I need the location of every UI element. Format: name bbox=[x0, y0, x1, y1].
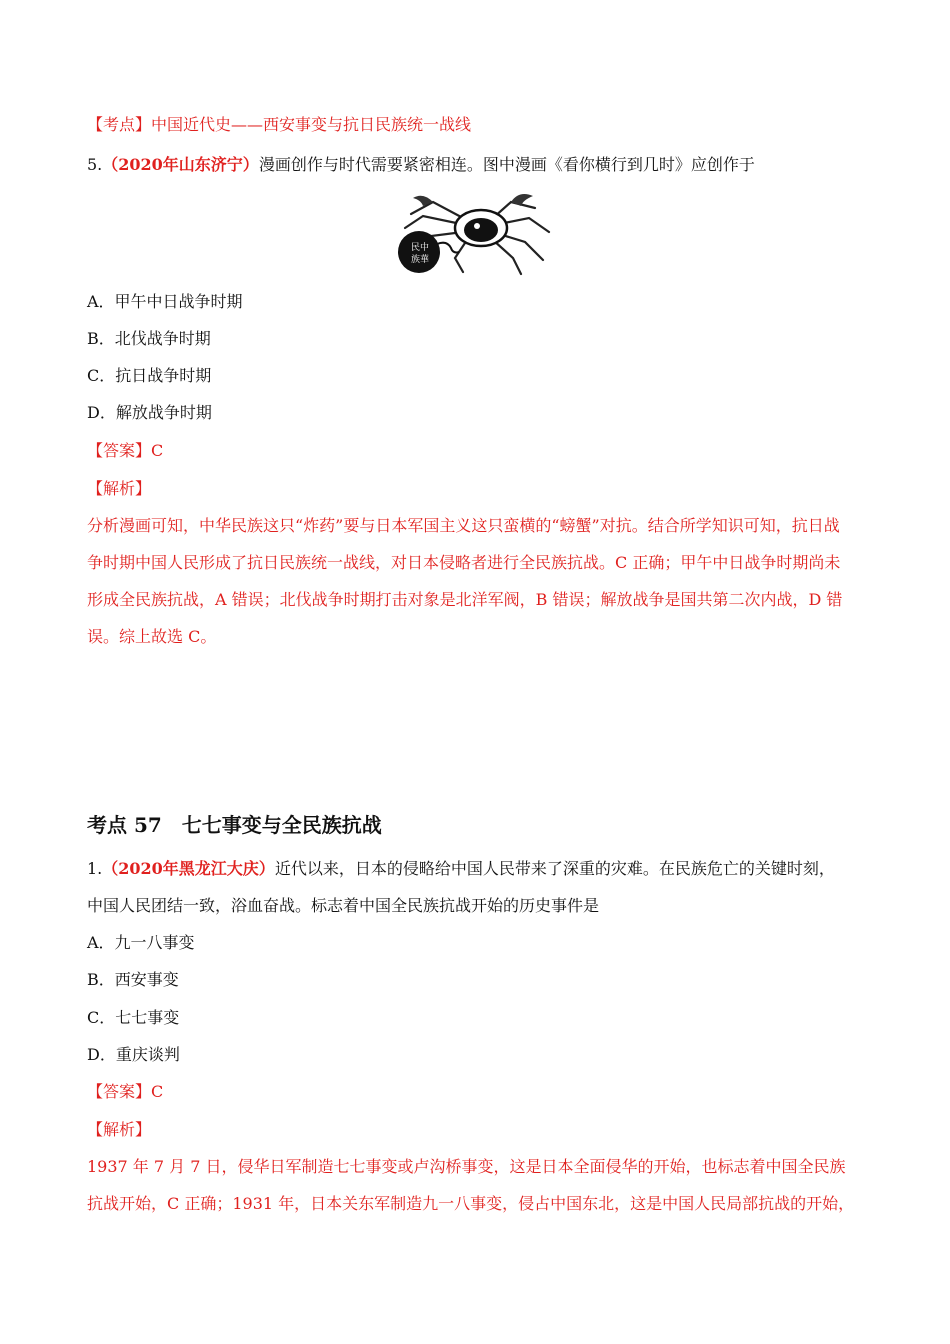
q1-option-a: A．九一八事变 bbox=[87, 933, 195, 952]
q5-option-b: B．北伐战争时期 bbox=[87, 329, 211, 348]
q5-answer-label: 【答案】 bbox=[87, 441, 152, 460]
q1-analysis-line-2: 抗战开始，C 正确；1931 年，日本关东军制造九一八事变，侵占中国东北，这是中国人民局部抗战的开始， bbox=[87, 1194, 855, 1213]
q5-source: （2020年山东济宁） bbox=[102, 155, 259, 174]
q1-source: （2020年黑龙江大庆） bbox=[102, 859, 275, 878]
q5-answer bbox=[87, 441, 163, 461]
bomb-label: 民中 bbox=[411, 243, 430, 253]
svg-text:族華: 族華 bbox=[411, 255, 430, 265]
q1-option-d: D．重庆谈判 bbox=[87, 1045, 180, 1064]
q5-topic-bracket: 【考点】 bbox=[87, 115, 152, 134]
q1-stem-line-2: 中国人民团结一致，浴血奋战。标志着中国全民族抗战开始的历史事件是 bbox=[87, 896, 600, 915]
q1-option-b: B．西安事变 bbox=[87, 970, 179, 989]
q1-stem-text: 近代以来，日本的侵略给中国人民带来了深重的灾难。在民族危亡的关键时刻， bbox=[274, 859, 835, 878]
q1-analysis-line-1: 1937 年 7 月 7 日，侵华日军制造七七事变或卢沟桥事变，这是日本全面侵华的开始，也标志着中国全民族 bbox=[87, 1157, 846, 1176]
q5-topic-text: 中国近代史——西安事变与抗日民族统一战线 bbox=[151, 115, 472, 134]
q5-option-c: C．抗日战争时期 bbox=[87, 366, 212, 385]
q5-analysis-label: 【解析】 bbox=[87, 479, 152, 498]
q5-answer-value: C bbox=[151, 441, 164, 460]
q5-cartoon-image bbox=[393, 188, 558, 283]
q1-stem-line-1 bbox=[87, 859, 835, 879]
q1-analysis-label: 【解析】 bbox=[87, 1120, 152, 1139]
q5-option-a: A．甲午中日战争时期 bbox=[87, 292, 243, 311]
q1-answer-label: 【答案】 bbox=[87, 1082, 152, 1101]
q5-number: 5. bbox=[87, 155, 103, 174]
q5-analysis-line-1: 分析漫画可知，中华民族这只“炸药”要与日本军国主义这只蛮横的“螃蟹”对抗。结合所学知识可知，抗日战 bbox=[87, 516, 840, 535]
q5-analysis-line-3: 形成全民族抗战，A 错误；北伐战争时期打击对象是北洋军阀，B 错误；解放战争是国共第二次内战，D 错 bbox=[87, 590, 843, 609]
q5-option-d: D．解放战争时期 bbox=[87, 403, 212, 422]
q1-option-c: C．七七事变 bbox=[87, 1008, 180, 1027]
q5-stem-text: 漫画创作与时代需要紧密相连。图中漫画《看你横行到几时》应创作于 bbox=[258, 155, 755, 174]
q1-answer bbox=[87, 1082, 163, 1102]
section-title: 考点 57 七七事变与全民族抗战 bbox=[87, 813, 382, 837]
q5-analysis-line-4: 误。综上故选 C。 bbox=[87, 627, 217, 646]
q5-stem bbox=[87, 155, 755, 175]
q1-answer-value: C bbox=[151, 1082, 164, 1101]
crab-cartoon-icon bbox=[393, 188, 558, 283]
q5-analysis-line-2: 争时期中国人民形成了抗日民族统一战线，对日本侵略者进行全民族抗战。C 正确；甲午中日战争时期尚未 bbox=[87, 553, 841, 572]
q1-number: 1. bbox=[87, 859, 103, 878]
q5-topic bbox=[87, 115, 471, 135]
